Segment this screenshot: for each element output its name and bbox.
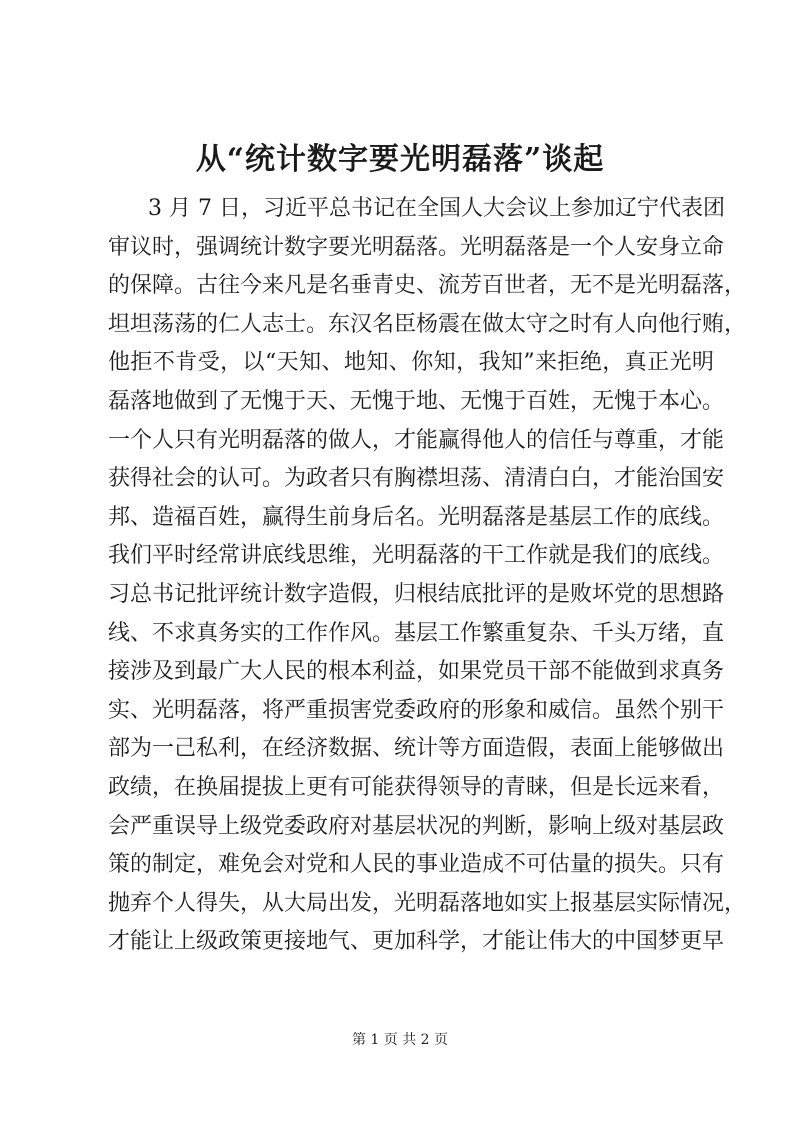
paragraph-line: 习总书记批评统计数字造假，归根结底批评的是败坏党的思想路 xyxy=(108,581,725,607)
paragraph-line: 的保障。古往今来凡是名垂青史、流芳百世者，无不是光明磊落， xyxy=(108,273,747,299)
page-number-footer: 第 1 页 共 2 页 xyxy=(351,1032,449,1048)
paragraph-line: 获得社会的认可。为政者只有胸襟坦荡、清清白白，才能治国安 xyxy=(108,466,725,492)
paragraph-line: 政绩，在换届提拔上更有可能获得领导的青睐，但是长远来看， xyxy=(108,774,725,800)
paragraph-line: 坦坦荡荡的仁人志士。东汉名臣杨震在做太守之时有人向他行贿， xyxy=(108,311,747,337)
paragraph-line: 接涉及到最广大人民的根本利益，如果党员干部不能做到求真务 xyxy=(108,659,725,685)
paragraph-line: 他拒不肯受，以“天知、地知、你知，我知”来拒绝，真正光明 xyxy=(108,350,714,376)
paragraph-line: 审议时，强调统计数字要光明磊落。光明磊落是一个人安身立命 xyxy=(108,234,725,260)
paragraph-line: 我们平时经常讲底线思维，光明磊落的干工作就是我们的底线。 xyxy=(108,543,725,569)
document-title: 从“统计数字要光明磊落”谈起 xyxy=(195,142,605,177)
paragraph-line: 会严重误导上级党委政府对基层状况的判断，影响上级对基层政 xyxy=(108,813,725,839)
paragraph-line: 一个人只有光明磊落的做人，才能赢得他人的信任与尊重，才能 xyxy=(108,427,725,453)
paragraph-line: 才能让上级政策更接地气、更加科学，才能让伟大的中国梦更早 xyxy=(108,929,725,955)
paragraph-line: 抛弃个人得失，从大局出发，光明磊落地如实上报基层实际情况， xyxy=(108,890,747,916)
paragraph-line: 策的制定，难免会对党和人民的事业造成不可估量的损失。只有 xyxy=(108,852,725,878)
paragraph-line: 邦、造福百姓，赢得生前身后名。光明磊落是基层工作的底线。 xyxy=(108,504,725,530)
document-body xyxy=(108,190,747,962)
paragraph-line: 3 月 7 日，习近平总书记在全国人大会议上参加辽宁代表团 xyxy=(148,196,725,221)
paragraph-line: 磊落地做到了无愧于天、无愧于地、无愧于百姓，无愧于本心。 xyxy=(108,388,725,414)
paragraph-line: 线、不求真务实的工作作风。基层工作繁重复杂、千头万绪，直 xyxy=(108,620,725,646)
paragraph-line: 实、光明磊落，将严重损害党委政府的形象和威信。虽然个别干 xyxy=(108,697,725,723)
paragraph-line: 部为一己私利，在经济数据、统计等方面造假，表面上能够做出 xyxy=(108,736,725,762)
